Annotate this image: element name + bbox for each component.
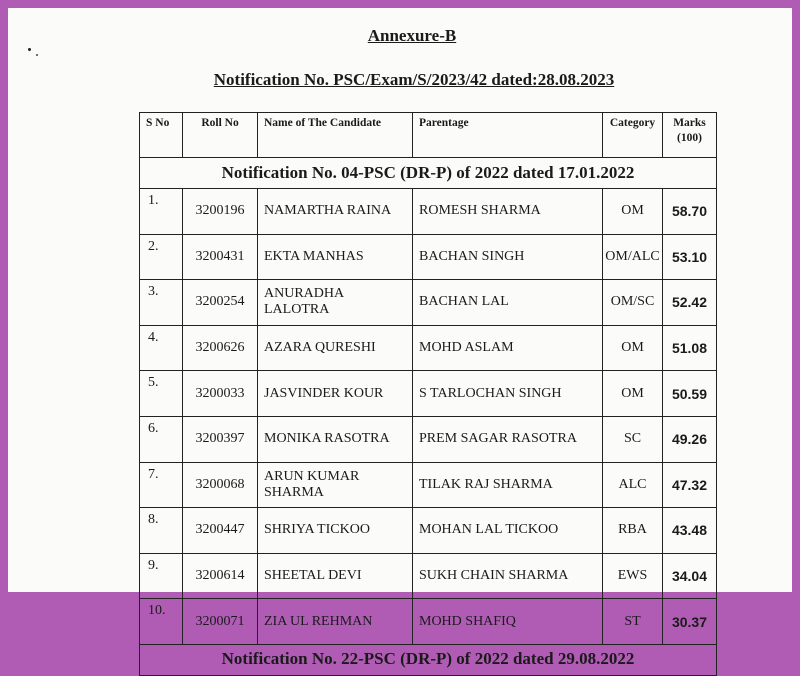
cell-parentage: TILAK RAJ SHARMA: [413, 462, 603, 508]
cell-sno: 8.: [140, 508, 183, 554]
cell-candidate-name: ARUN KUMAR SHARMA: [258, 462, 413, 508]
cell-category: OM/ALC: [603, 234, 663, 280]
cell-marks: 51.08: [663, 325, 717, 371]
cell-category: OM: [603, 371, 663, 417]
cell-marks: 52.42: [663, 280, 717, 326]
table-row: [140, 189, 717, 235]
cell-sno: 6.: [140, 416, 183, 462]
cell-category: ALC: [603, 462, 663, 508]
header-marks-line1: Marks: [673, 117, 706, 129]
cell-candidate-name: SHRIYA TICKOO: [258, 508, 413, 554]
table-header-row: [140, 113, 717, 158]
next-section-row: [140, 644, 717, 675]
cell-parentage: SUKH CHAIN SHARMA: [413, 553, 603, 599]
table-row: [140, 553, 717, 599]
table-row: [140, 280, 717, 326]
scan-speck: [36, 54, 38, 56]
cell-candidate-name: AZARA QURESHI: [258, 325, 413, 371]
results-table: [139, 112, 717, 676]
cell-parentage: BACHAN SINGH: [413, 234, 603, 280]
header-sno: S No: [140, 113, 183, 158]
cell-category: EWS: [603, 553, 663, 599]
cell-sno: 2.: [140, 234, 183, 280]
cell-parentage: ROMESH SHARMA: [413, 189, 603, 235]
header-marks: [663, 113, 717, 158]
cell-parentage: MOHD SHAFIQ: [413, 599, 603, 645]
cell-marks: 50.59: [663, 371, 717, 417]
table-row: [140, 508, 717, 554]
header-category: Category: [603, 113, 663, 158]
table-row: [140, 325, 717, 371]
cell-candidate-name: SHEETAL DEVI: [258, 553, 413, 599]
annexure-title: Annexure-B: [367, 26, 457, 45]
cell-marks: 58.70: [663, 189, 717, 235]
cell-roll-no: 3200068: [183, 462, 258, 508]
cell-candidate-name: JASVINDER KOUR: [258, 371, 413, 417]
cell-roll-no: 3200196: [183, 189, 258, 235]
section-header-row: [140, 158, 717, 189]
cell-category: SC: [603, 416, 663, 462]
cell-sno: 3.: [140, 280, 183, 326]
cell-marks: 53.10: [663, 234, 717, 280]
cell-candidate-name: ANURADHA LALOTRA: [258, 280, 413, 326]
table-row: [140, 599, 717, 645]
cell-parentage: PREM SAGAR RASOTRA: [413, 416, 603, 462]
cell-candidate-name: EKTA MANHAS: [258, 234, 413, 280]
page-frame: [8, 8, 792, 668]
cell-parentage: BACHAN LAL: [413, 280, 603, 326]
cell-sno: 5.: [140, 371, 183, 417]
cell-marks: 34.04: [663, 553, 717, 599]
cell-category: OM/SC: [603, 280, 663, 326]
table-row: [140, 371, 717, 417]
cell-candidate-name: NAMARTHA RAINA: [258, 189, 413, 235]
cell-roll-no: 3200397: [183, 416, 258, 462]
section-title: Notification No. 04-PSC (DR-P) of 2022 dated 17.01.2022: [140, 158, 717, 189]
cell-category: ST: [603, 599, 663, 645]
document-page: [8, 8, 792, 668]
header-parentage: Parentage: [413, 113, 603, 158]
cell-roll-no: 3200254: [183, 280, 258, 326]
cell-roll-no: 3200431: [183, 234, 258, 280]
cell-parentage: S TARLOCHAN SINGH: [413, 371, 603, 417]
header-marks-line2: (100): [677, 132, 702, 144]
cell-category: OM: [603, 325, 663, 371]
table-row: [140, 416, 717, 462]
cell-sno: 7.: [140, 462, 183, 508]
cell-candidate-name: ZIA UL REHMAN: [258, 599, 413, 645]
cell-candidate-name: MONIKA RASOTRA: [258, 416, 413, 462]
cell-category: RBA: [603, 508, 663, 554]
cell-roll-no: 3200614: [183, 553, 258, 599]
cell-parentage: MOHAN LAL TICKOO: [413, 508, 603, 554]
table-row: [140, 234, 717, 280]
notification-title: Notification No. PSC/Exam/S/2023/42 dated:28.08.2023: [213, 70, 615, 89]
header-roll: Roll No: [183, 113, 258, 158]
cell-roll-no: 3200071: [183, 599, 258, 645]
scan-speck: [28, 48, 31, 51]
cell-roll-no: 3200033: [183, 371, 258, 417]
cell-parentage: MOHD ASLAM: [413, 325, 603, 371]
cell-roll-no: 3200626: [183, 325, 258, 371]
cell-marks: 47.32: [663, 462, 717, 508]
cell-sno: 1.: [140, 189, 183, 235]
cell-sno: 4.: [140, 325, 183, 371]
table-row: [140, 462, 717, 508]
cell-roll-no: 3200447: [183, 508, 258, 554]
cell-marks: 49.26: [663, 416, 717, 462]
cell-sno: 10.: [140, 599, 183, 645]
cell-marks: 30.37: [663, 599, 717, 645]
cell-category: OM: [603, 189, 663, 235]
cell-marks: 43.48: [663, 508, 717, 554]
header-name: Name of The Candidate: [258, 113, 413, 158]
next-section-title: Notification No. 22-PSC (DR-P) of 2022 dated 29.08.2022: [140, 644, 717, 675]
cell-sno: 9.: [140, 553, 183, 599]
